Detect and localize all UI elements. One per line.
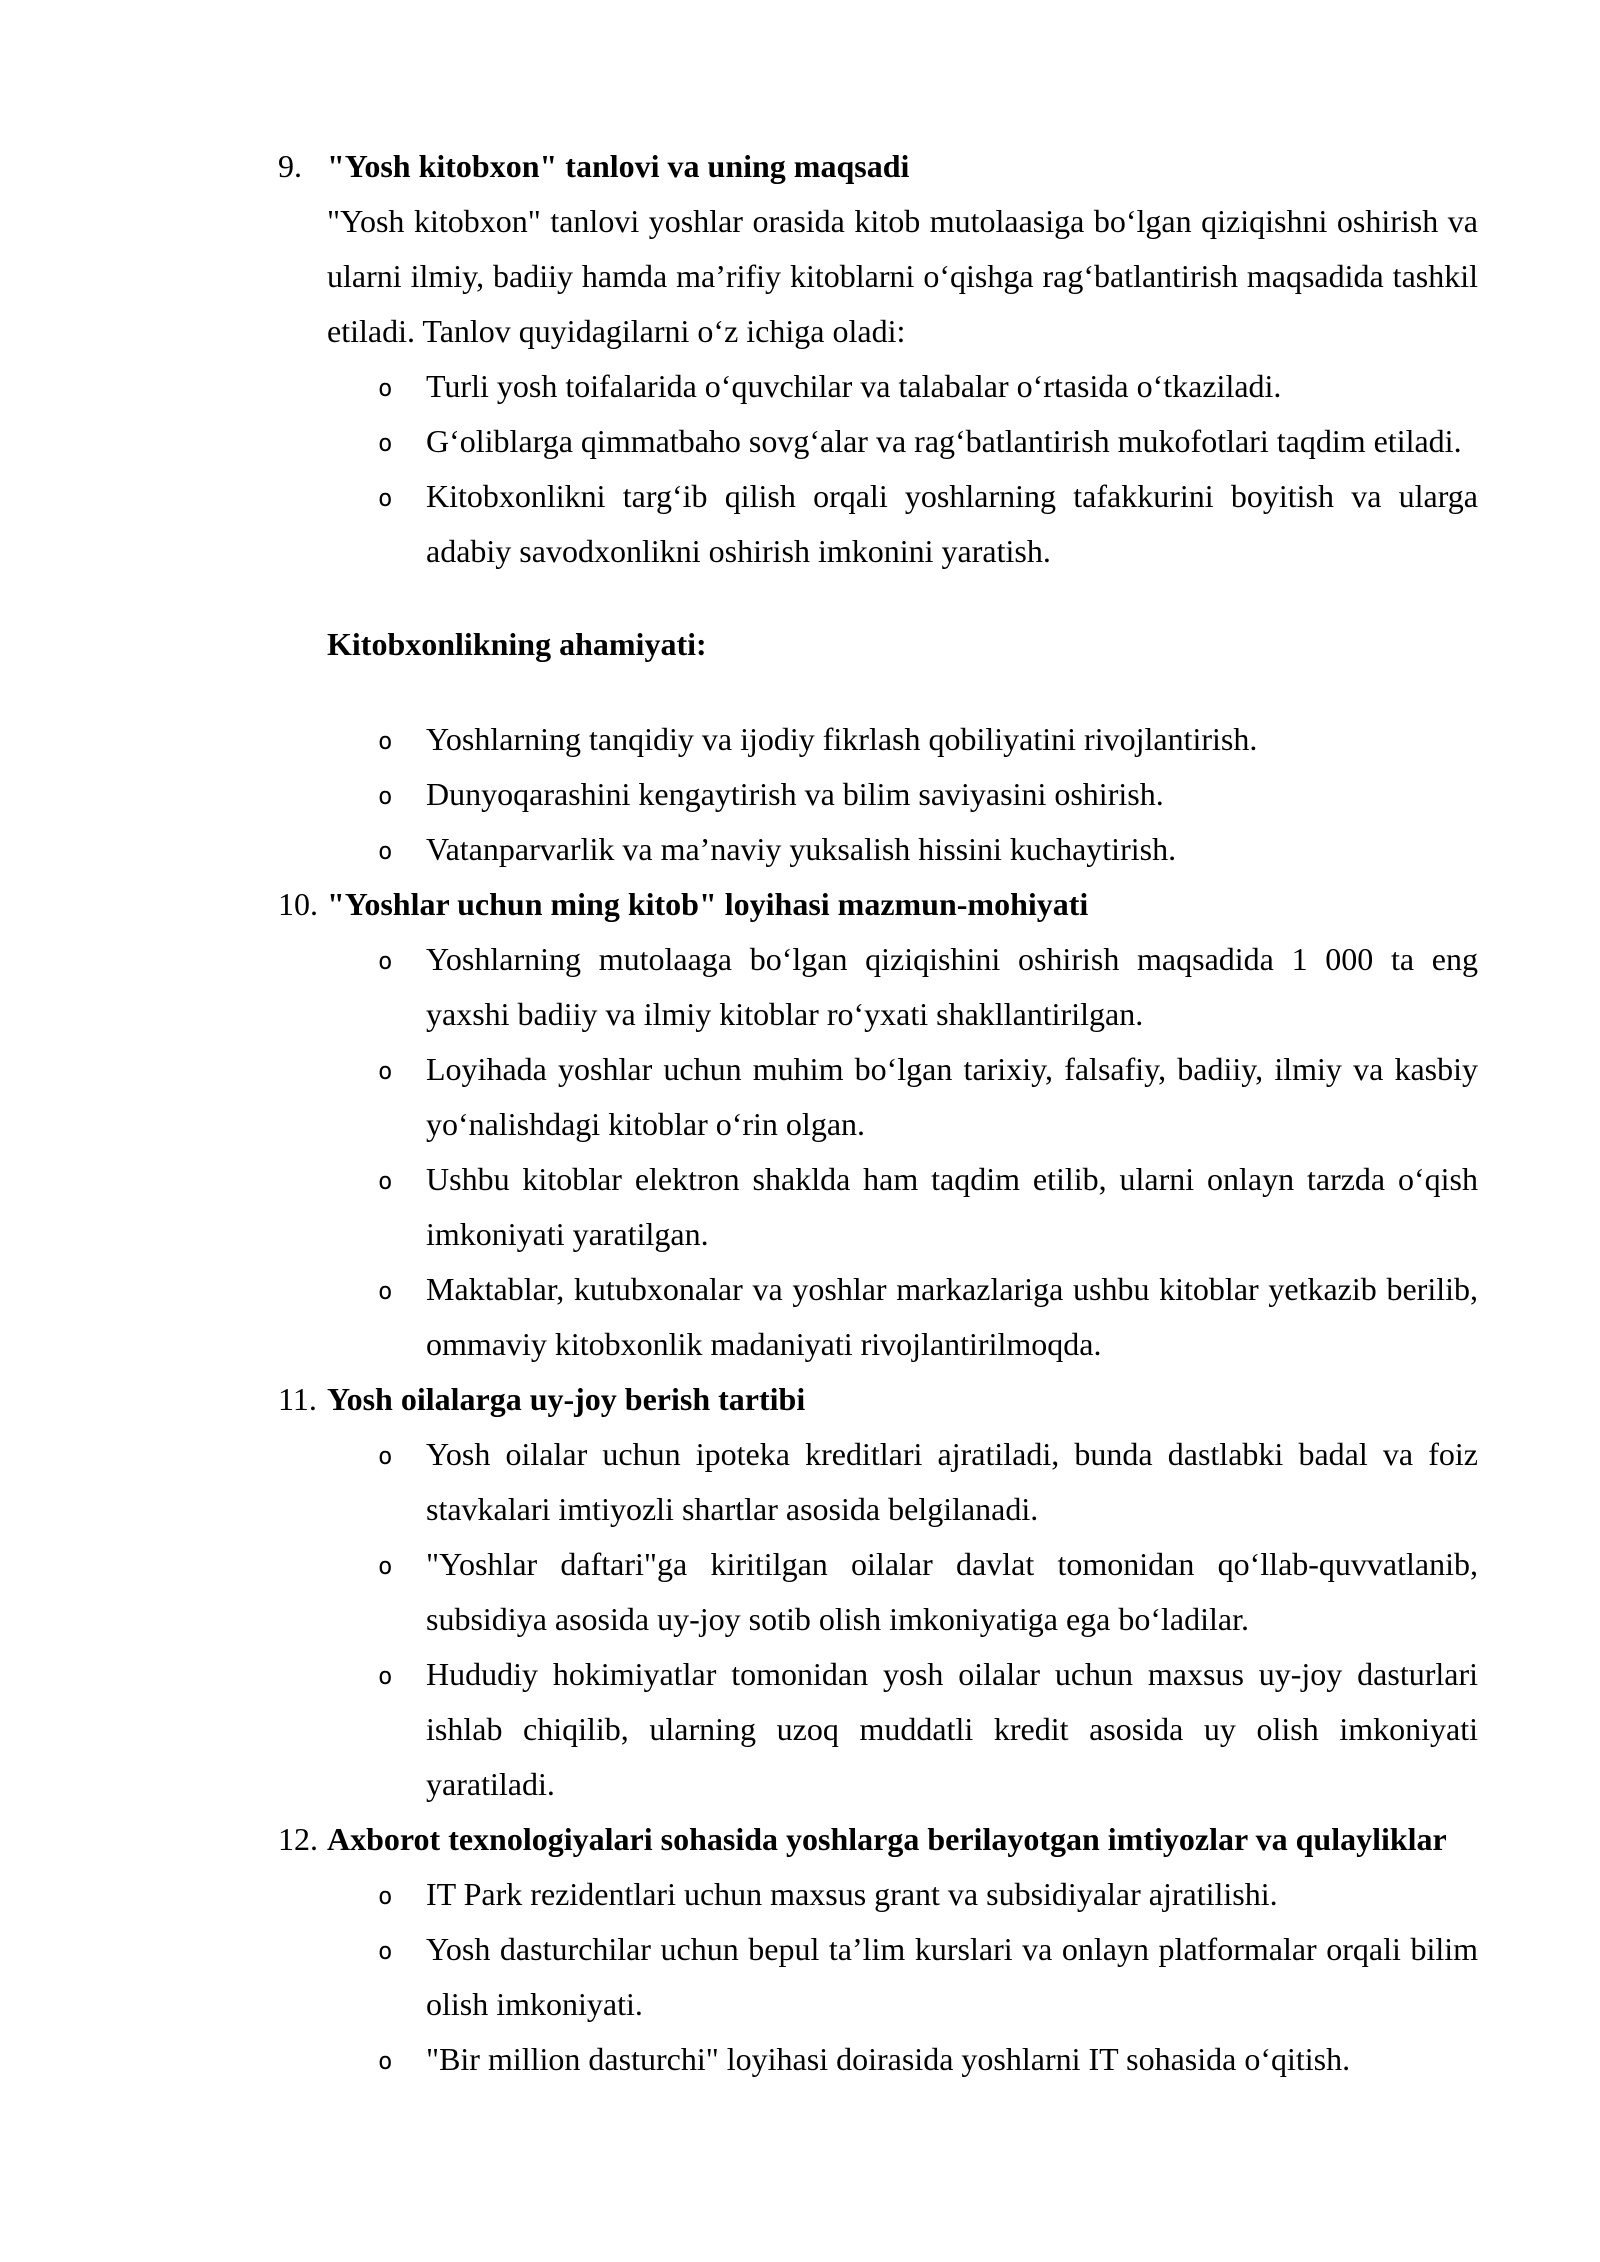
- bullet-item: [378, 1427, 1478, 1537]
- bullet-marker-icon: o: [378, 2047, 393, 2075]
- bullet-text: IT Park rezidentlari uchun maxsus grant va subsidiyalar ajratilishi.: [426, 1876, 1278, 1912]
- bullet-marker-icon: o: [378, 484, 393, 512]
- bullet-item: [378, 932, 1478, 1042]
- section-number: 12.: [278, 1821, 318, 1857]
- bullet-text: Hududiy hokimiyatlar tomonidan yosh oilalar uchun maxsus uy-joy dasturlari ishlab chiqilib, ularning uzoq muddatli kredit asosida uy olish imkoniyati yaratiladi.: [426, 1656, 1478, 1802]
- bullet-item: [378, 1042, 1478, 1152]
- bullet-marker-icon: o: [378, 1552, 393, 1580]
- bullet-item: [378, 469, 1478, 579]
- bullet-text: Dunyoqarashini kengaytirish va bilim saviyasini oshirish.: [426, 776, 1164, 812]
- bullet-item: [378, 767, 1478, 822]
- bullet-marker-icon: o: [378, 947, 393, 975]
- bullet-text: Yoshlarning mutolaaga bo‘lgan qiziqishini oshirish maqsadida 1 000 ta eng yaxshi badiiy va ilmiy kitoblar ro‘yxati shakllantirilgan.: [426, 941, 1478, 1032]
- bullet-item: [378, 414, 1478, 469]
- subheading: Kitobxonlikning ahamiyati:: [327, 626, 707, 662]
- bullet-item: [378, 1262, 1478, 1372]
- bullet-text: Vatanparvarlik va ma’naviy yuksalish hissini kuchaytirish.: [426, 831, 1177, 867]
- section-heading-12: [278, 1812, 1600, 1867]
- bullet-item: [378, 822, 1478, 877]
- section-title: Yosh oilalarga uy-joy berish tartibi: [327, 1381, 806, 1417]
- bullet-item: [378, 1647, 1478, 1812]
- bullet-text: Loyihada yoshlar uchun muhim bo‘lgan tarixiy, falsafiy, badiiy, ilmiy va kasbiy yo‘nalishdagi kitoblar o‘rin olgan.: [426, 1051, 1478, 1142]
- section-number: 11.: [278, 1381, 317, 1417]
- bullet-marker-icon: o: [378, 1167, 393, 1195]
- bullet-text: Yoshlarning tanqidiy va ijodiy fikrlash qobiliyatini rivojlantirish.: [426, 721, 1258, 757]
- bullet-item: [378, 1867, 1478, 1922]
- bullet-text: Turli yosh toifalarida o‘quvchilar va talabalar o‘rtasida o‘tkaziladi.: [426, 368, 1282, 404]
- bullet-text: Maktablar, kutubxonalar va yoshlar markazlariga ushbu kitoblar yetkazib berilib, ommaviy kitobxonlik madaniyati rivojlantirilmoqda.: [426, 1271, 1478, 1362]
- bullet-text: "Yoshlar daftari"ga kiritilgan oilalar davlat tomonidan qo‘llab-quvvatlanib, subsidiya asosida uy-joy sotib olish imkoniyatiga ega bo‘ladilar.: [426, 1546, 1478, 1637]
- bullet-item: [378, 1152, 1478, 1262]
- section-title: "Yosh kitobxon" tanlovi va uning maqsadi: [327, 148, 910, 184]
- bullet-text: "Bir million dasturchi" loyihasi doirasida yoshlarni IT sohasida o‘qitish.: [426, 2041, 1351, 2077]
- bullet-item: [378, 1922, 1478, 2032]
- section-title: Axborot texnologiyalari sohasida yoshlarga berilayotgan imtiyozlar va qulayliklar: [327, 1821, 1447, 1857]
- bullet-list: [0, 1427, 1600, 1812]
- bullet-marker-icon: o: [378, 782, 393, 810]
- bullet-text: Yosh oilalar uchun ipoteka kreditlari ajratiladi, bunda dastlabki badal va foiz stavkalari imtiyozli shartlar asosida belgilanadi.: [426, 1436, 1478, 1527]
- bullet-marker-icon: o: [378, 1277, 393, 1305]
- bullet-text: Yosh dasturchilar uchun bepul ta’lim kurslari va onlayn platformalar orqali bilim olish imkoniyati.: [426, 1931, 1478, 2022]
- bullet-marker-icon: o: [378, 1882, 393, 1910]
- bullet-list: [0, 712, 1600, 877]
- bullet-list: [0, 1867, 1600, 2087]
- bullet-text: G‘oliblarga qimmatbaho sovg‘alar va rag‘batlantirish mukofotlari taqdim etiladi.: [426, 423, 1462, 459]
- bullet-marker-icon: o: [378, 429, 393, 457]
- bullet-marker-icon: o: [378, 1662, 393, 1690]
- bullet-text: Ushbu kitoblar elektron shaklda ham taqdim etilib, ularni onlayn tarzda o‘qish imkoniyati yaratilgan.: [426, 1161, 1478, 1252]
- section-heading-10: [278, 877, 1600, 932]
- section-heading-9: [278, 139, 1600, 194]
- bullet-marker-icon: o: [378, 1442, 393, 1470]
- section-title: "Yoshlar uchun ming kitob" loyihasi mazmun-mohiyati: [327, 886, 1089, 922]
- bullet-item: [378, 1537, 1478, 1647]
- section-number: 10.: [278, 886, 318, 922]
- bullet-marker-icon: o: [378, 1937, 393, 1965]
- section-number: 9.: [278, 148, 302, 184]
- bullet-item: [378, 2032, 1478, 2087]
- bullet-list: [0, 359, 1600, 579]
- bullet-item: [378, 712, 1478, 767]
- bullet-marker-icon: o: [378, 727, 393, 755]
- bullet-marker-icon: o: [378, 374, 393, 402]
- section-heading-11: [278, 1372, 1600, 1427]
- bullet-marker-icon: o: [378, 1057, 393, 1085]
- bullet-list: [0, 932, 1600, 1372]
- bullet-marker-icon: o: [378, 837, 393, 865]
- intro-paragraph: "Yosh kitobxon" tanlovi yoshlar orasida kitob mutolaasiga bo‘lgan qiziqishni oshirish va ularni ilmiy, badiiy hamda ma’rifiy kitoblarni o‘qishga rag‘batlantirish maqsadida tashkil etiladi. Tanlov quyidagilarni o‘z ichiga oladi:: [327, 203, 1478, 349]
- bullet-item: [378, 359, 1478, 414]
- bullet-text: Kitobxonlikni targ‘ib qilish orqali yoshlarning tafakkurini boyitish va ularga adabiy savodxonlikni oshirish imkonini yaratish.: [426, 478, 1478, 569]
